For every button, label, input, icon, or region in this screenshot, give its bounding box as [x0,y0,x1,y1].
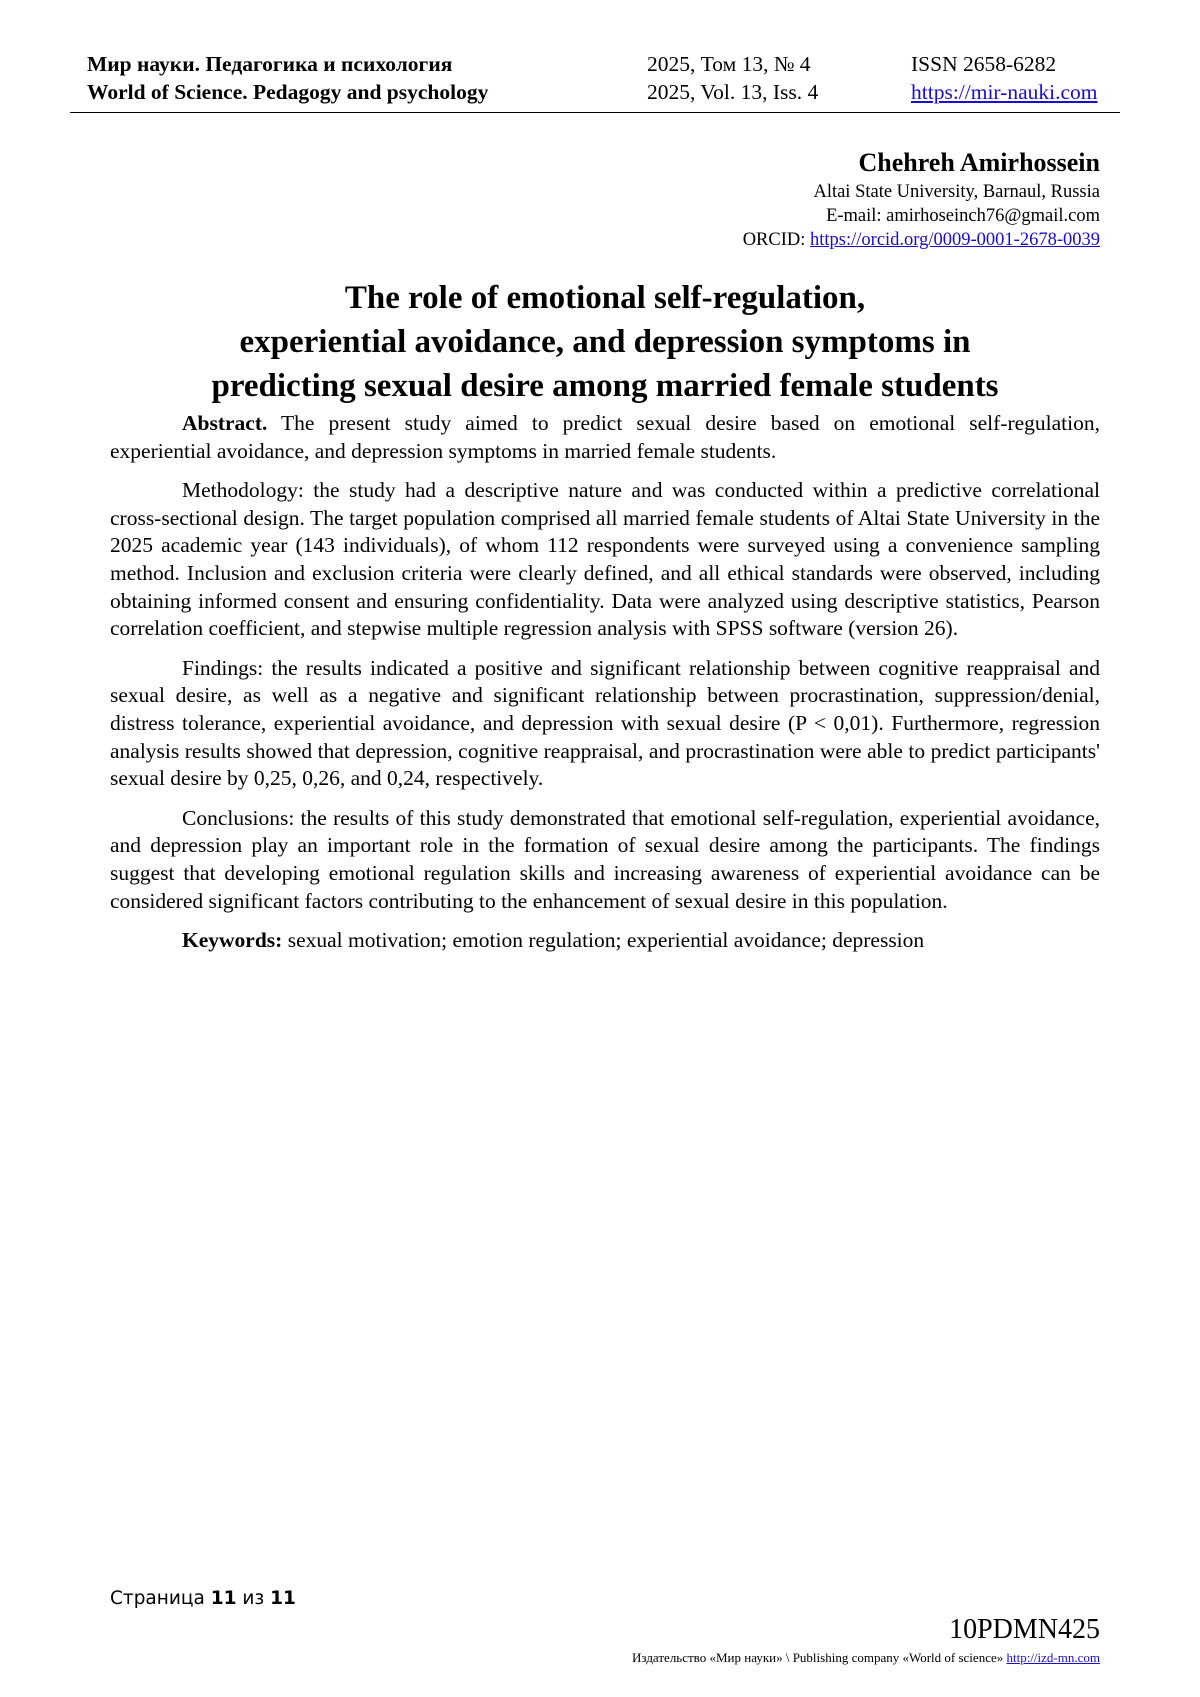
orcid-label: ORCID: [742,230,806,250]
abstract-section [110,410,1100,967]
page-current: 11 [210,1588,237,1609]
abstract-text: The present study aimed to predict sexual desire based on emotional self-regulation, experiential avoidance, and depression symptoms in married female students. [110,411,1100,463]
article-title [110,276,1100,408]
methodology-paragraph: Methodology: the study had a descriptive nature and was conducted within a predictive correlational cross-sectional design. The target population comprised all married female students of Altai State University in the 2025 academic year (143 individuals), of whom 112 respondents were surveyed using a convenience sampling method. Inclusion and exclusion criteria were clearly defined, and all ethical standards were observed, including obtaining informed consent and ensuring confidentiality. Data were analyzed using descriptive statistics, Pearson correlation coefficient, and stepwise multiple regression analysis with SPSS software (version 26). [110,478,1100,641]
page-number [110,1588,296,1609]
findings-paragraph: Findings: the results indicated a positive and significant relationship between cognitive reappraisal and sexual desire, as well as a negative and significant relationship between procrastination, suppression/denial, distress tolerance, experiential avoidance, and depression with sexual desire (P < 0,01). Furthermore, regression analysis results showed that depression, cognitive reappraisal, and procrastination were able to predict participants' sexual desire by 0,25, 0,26, and 0,24, respectively. [110,655,1100,791]
abstract-paragraph [110,410,1100,465]
issue-info-ru: 2025, Том 13, № 4 [647,52,811,76]
header-row-ru [87,52,1120,80]
keywords-paragraph [110,927,1100,955]
title-line-2: experiential avoidance, and depression symptoms in [239,324,971,360]
author-orcid [743,228,1100,252]
title-line-3: predicting sexual desire among married female students [211,368,999,404]
page-separator: из [242,1588,265,1609]
abstract-label: Abstract. [182,411,268,435]
header-row-en [87,80,1120,108]
orcid-link[interactable]: https://orcid.org/0009-0001-2678-0039 [810,230,1100,250]
article-code: 10PDMN425 [949,1614,1100,1645]
journal-site-link[interactable]: https://mir-nauki.com [911,80,1098,104]
publisher-line [632,1650,1100,1666]
author-block [743,146,1100,252]
page-total: 11 [270,1588,296,1609]
issn: ISSN 2658-6282 [911,52,1057,76]
author-email: E-mail: amirhoseinch76@gmail.com [826,206,1100,226]
author-name: Chehreh Amirhossein [858,148,1100,177]
journal-header [70,48,1120,113]
keywords-text: sexual motivation; emotion regulation; experiential avoidance; depression [287,928,925,953]
publisher-text: Издательство «Мир науки» \ Publishing company «World of science» [632,1650,1004,1665]
author-affiliation: Altai State University, Barnaul, Russia [813,182,1100,202]
journal-title-en: World of Science. Pedagogy and psychology [87,80,489,104]
publisher-link[interactable]: http://izd-mn.com [1006,1650,1100,1665]
keywords-label: Keywords: [182,928,283,953]
issue-info-en: 2025, Vol. 13, Iss. 4 [647,80,819,104]
journal-title-ru: Мир науки. Педагогика и психология [87,52,453,76]
conclusions-paragraph: Conclusions: the results of this study demonstrated that emotional self-regulation, experiential avoidance, and depression play an important role in the formation of sexual desire among the participants. The findings suggest that developing emotional regulation skills and increasing awareness of experiential avoidance can be considered significant factors contributing to the enhancement of sexual desire in this population. [110,805,1100,913]
title-line-1: The role of emotional self-regulation, [344,280,866,316]
page-prefix: Страница [110,1588,205,1609]
